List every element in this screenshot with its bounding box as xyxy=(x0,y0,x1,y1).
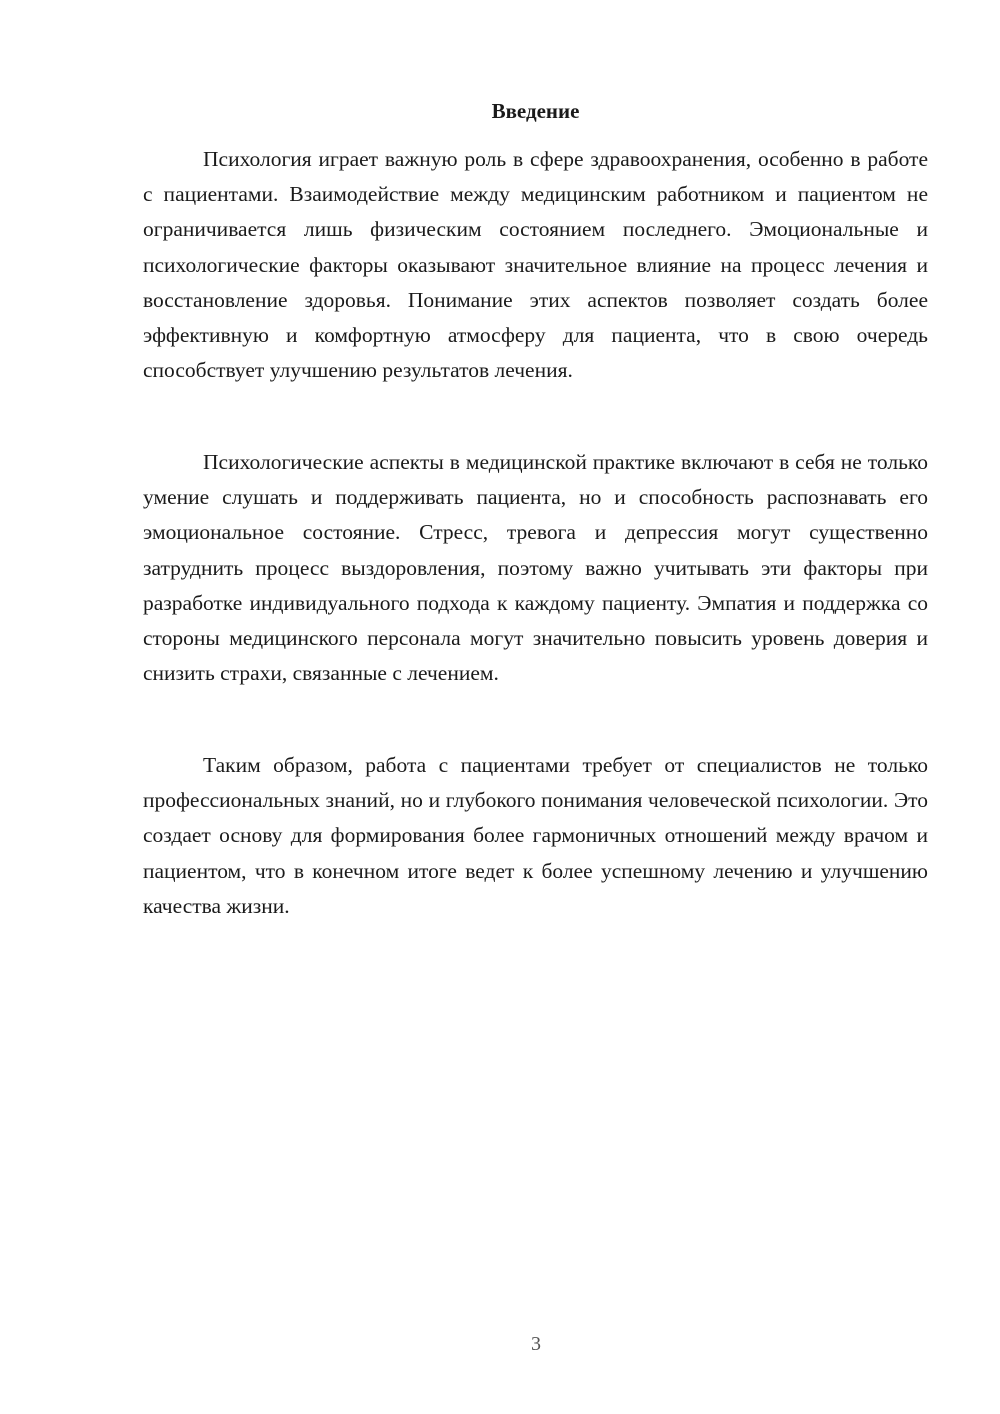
paragraph-1-block xyxy=(143,142,928,388)
paragraph: Психология играет важную роль в сфере здравоохранения, особенно в работе с пациентами. Взаимодействие между медицинским работником и пациентом не ограничивается лишь физическим состоянием последнего. Эмоциональные и психологические факторы оказывают значительное влияние на процесс лечения и восстановление здоровья. Понимание этих аспектов позволяет создать более эффективную и комфортную атмосферу для пациента, что в свою очередь способствует улучшению результатов лечения. xyxy=(143,147,928,383)
paragraph: Психологические аспекты в медицинской практике включают в себя не только умение слушать и поддерживать пациента, но и способность распознавать его эмоциональное состояние. Стресс, тревога и депрессия могут существенно затруднить процесс выздоровления, поэтому важно учитывать эти факторы при разработке индивидуального подхода к каждому пациенту. Эмпатия и поддержка со стороны медицинского персонала могут значительно повысить уровень доверия и снизить страхи, связанные с лечением. xyxy=(143,450,928,686)
page-number: 3 xyxy=(531,1333,541,1355)
paragraph-2-block xyxy=(143,445,928,691)
section-title: Введение xyxy=(491,99,580,123)
paragraph: Таким образом, работа с пациентами требует от специалистов не только профессиональных знаний, но и глубокого понимания человеческой психологии. Это создает основу для формирования более гармоничных отношений между врачом и пациентом, что в конечном итоге ведет к более успешному лечению и улучшению качества жизни. xyxy=(143,753,928,918)
paragraph-3-block xyxy=(143,748,928,924)
